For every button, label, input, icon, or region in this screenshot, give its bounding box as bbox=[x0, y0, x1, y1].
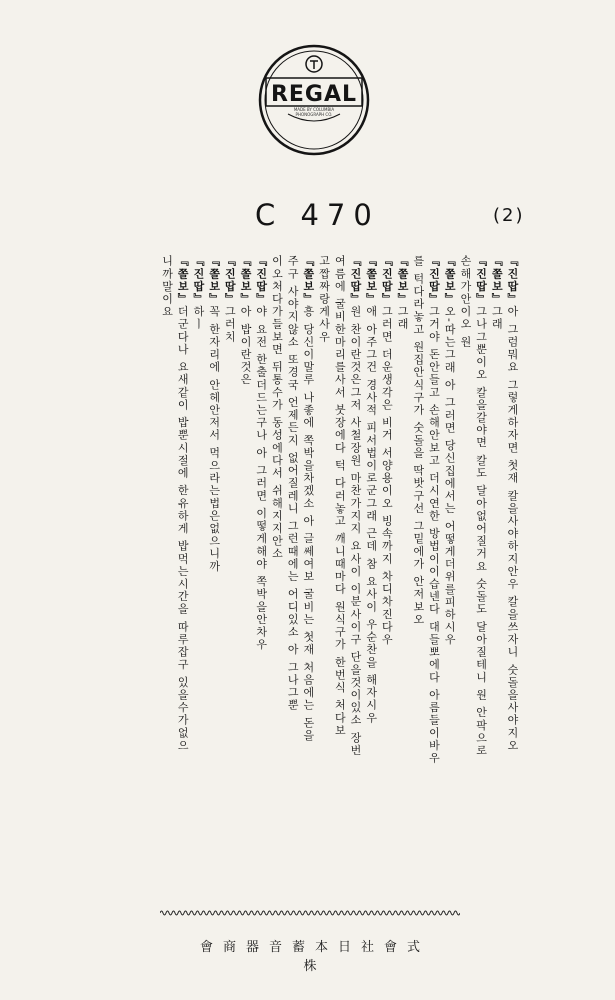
dialogue-line-text: 여름에 굴비한마리를사서 붓장에다 턱 다러놓고 깨니때마다 원식구가 한번식 처다보 bbox=[333, 255, 347, 737]
speaker-label: 『쫄보』 bbox=[239, 255, 253, 306]
dialogue-line bbox=[473, 255, 489, 855]
speaker-label: 『쫄보』 bbox=[207, 255, 221, 306]
speaker-label: 『진땁』 bbox=[380, 255, 394, 306]
wavy-divider bbox=[160, 908, 460, 918]
dialogue-line bbox=[441, 255, 457, 855]
dialogue-line-text: 흥 당신이말루 나좋에 쪽박을차겠소 아 글쎄여보 굴비는 첫재 처음에는 돈을 bbox=[301, 305, 315, 742]
dialogue-line-text: 주구 사야지않소 또경국 언제든지 없어질레니 그런때에는 어디있소 아 그나그뿐 bbox=[286, 255, 300, 712]
dialogue-line bbox=[300, 255, 316, 855]
dialogue-line-text: 그래 bbox=[396, 305, 410, 331]
dialogue-line-text: 그러면 더운생각은 비거 서양용이오 빙속까지 차디차진다우 bbox=[380, 305, 394, 646]
catalog-number: C 470 bbox=[255, 198, 380, 232]
brand-name: REGAL bbox=[270, 82, 358, 107]
dialogue-line-text: 니까말이요 bbox=[160, 255, 174, 318]
dialogue-line-text: 야 요전 한출더드는구나 아 그러면 이떻게해야 쪽박을안차우 bbox=[254, 305, 268, 651]
dialogue-line-text: 꼭 한자리에 안헤안저서 먹으라는법은없으니까 bbox=[207, 305, 221, 573]
speaker-label: 『진땁』 bbox=[191, 255, 205, 306]
dialogue-line bbox=[190, 255, 206, 855]
speaker-label: 『진땁』 bbox=[474, 255, 488, 306]
dialogue-line bbox=[332, 255, 348, 855]
dialogue-line bbox=[379, 255, 395, 855]
speaker-label: 『쫄보』 bbox=[443, 255, 457, 306]
dialogue-line-text: 그래 bbox=[490, 305, 504, 331]
dialogue-line-text: 그러치 bbox=[223, 305, 237, 344]
dialogue-line-text: 그나그뿐이오 칼을갈야면 칼도 달아없어질거요 숫돌도 달아질테니 원 안팍으로 bbox=[474, 305, 488, 757]
dialogue-line bbox=[394, 255, 410, 855]
publisher-footer: 會商器音蓄本日社會式株 bbox=[199, 940, 430, 974]
dialogue-line bbox=[347, 255, 363, 855]
dialogue-line-text: 오-따는그래 아 그러면 당신집에서는 어떻게더위를피하시우 bbox=[443, 305, 457, 647]
dialogue-line bbox=[206, 255, 222, 855]
speaker-label: 『진땁』 bbox=[348, 255, 362, 306]
speaker-label: 『진땁』 bbox=[254, 255, 268, 306]
dialogue-line bbox=[316, 255, 332, 855]
dialogue-line bbox=[253, 255, 269, 855]
dialogue-line bbox=[457, 255, 473, 855]
dialogue-line-text: 이오처다가들보면 뒤통수가 동성에다서 쉬해지지안소 bbox=[270, 255, 284, 561]
dialogue-line bbox=[159, 255, 175, 855]
dialogue-line bbox=[222, 255, 238, 855]
speaker-label: 『진땁』 bbox=[427, 255, 441, 306]
dialogue-line-text: 아 밥이란것은 bbox=[239, 305, 253, 387]
dialogue-line bbox=[489, 255, 505, 855]
dialogue-line-text: 원 찬이란것은그저 사철장원 마찬가지지 요사이 이분사이구 단을것이있소 장번 bbox=[348, 305, 362, 757]
dialogue-line-text: 애 아주그건 경사적 피서법이로군그래 근데 참 요사이 우순찬을 해자시우 bbox=[364, 305, 378, 725]
regal-logo bbox=[258, 44, 370, 156]
dialogue-line bbox=[363, 255, 379, 855]
dialogue-line bbox=[237, 255, 253, 855]
dialogue-line-text: 하ㅣ bbox=[191, 305, 205, 331]
dialogue-line-text: 그거야 돈안들고 손해안보고 더시연한 방법이이습넨다 대들뽀에다 아름들이바우 bbox=[427, 305, 441, 765]
dialogue-line bbox=[504, 255, 520, 855]
dialogue-line bbox=[269, 255, 285, 855]
speaker-label: 『쫄보』 bbox=[176, 255, 190, 306]
speaker-label: 『쫄보』 bbox=[364, 255, 378, 306]
speaker-label: 『쫄보』 bbox=[490, 255, 504, 306]
dialogue-line-text: 아 그럼뭐요 그렇게하자면 첫재 칼을사야하지안우 칼을쓰자니 숫돌을사야지오 bbox=[506, 305, 519, 752]
dialogue-line bbox=[410, 255, 426, 855]
dialogue-line-text: 더군다나 요새같이 밥뿐시절에 한유하게 밥먹는시간을 따루잡구 있을수가없으 bbox=[176, 305, 190, 752]
dialogue-line-text: 고짭짜랑게사우 bbox=[317, 255, 331, 344]
dialogue-line bbox=[426, 255, 442, 855]
dialogue-line bbox=[284, 255, 300, 855]
dialogue-line bbox=[175, 255, 191, 855]
speaker-label: 『쫄보』 bbox=[301, 255, 315, 306]
dialogue-line-text: 를 턱다라놓고 원집안식구가 숫돌을 딱밧구선 그밑에가 안저보오 bbox=[411, 255, 425, 626]
side-number: (2) bbox=[493, 205, 525, 226]
speaker-label: 『쫄보』 bbox=[396, 255, 410, 306]
brand-tagline: MADE BY COLUMBIA PHONOGRAPH CO. bbox=[293, 107, 335, 117]
speaker-label: 『진땁』 bbox=[223, 255, 237, 306]
speaker-label: 『진땁』 bbox=[506, 255, 519, 306]
dialogue-text bbox=[100, 255, 520, 855]
dialogue-line-text: 손해가안이오 원 bbox=[458, 255, 472, 349]
